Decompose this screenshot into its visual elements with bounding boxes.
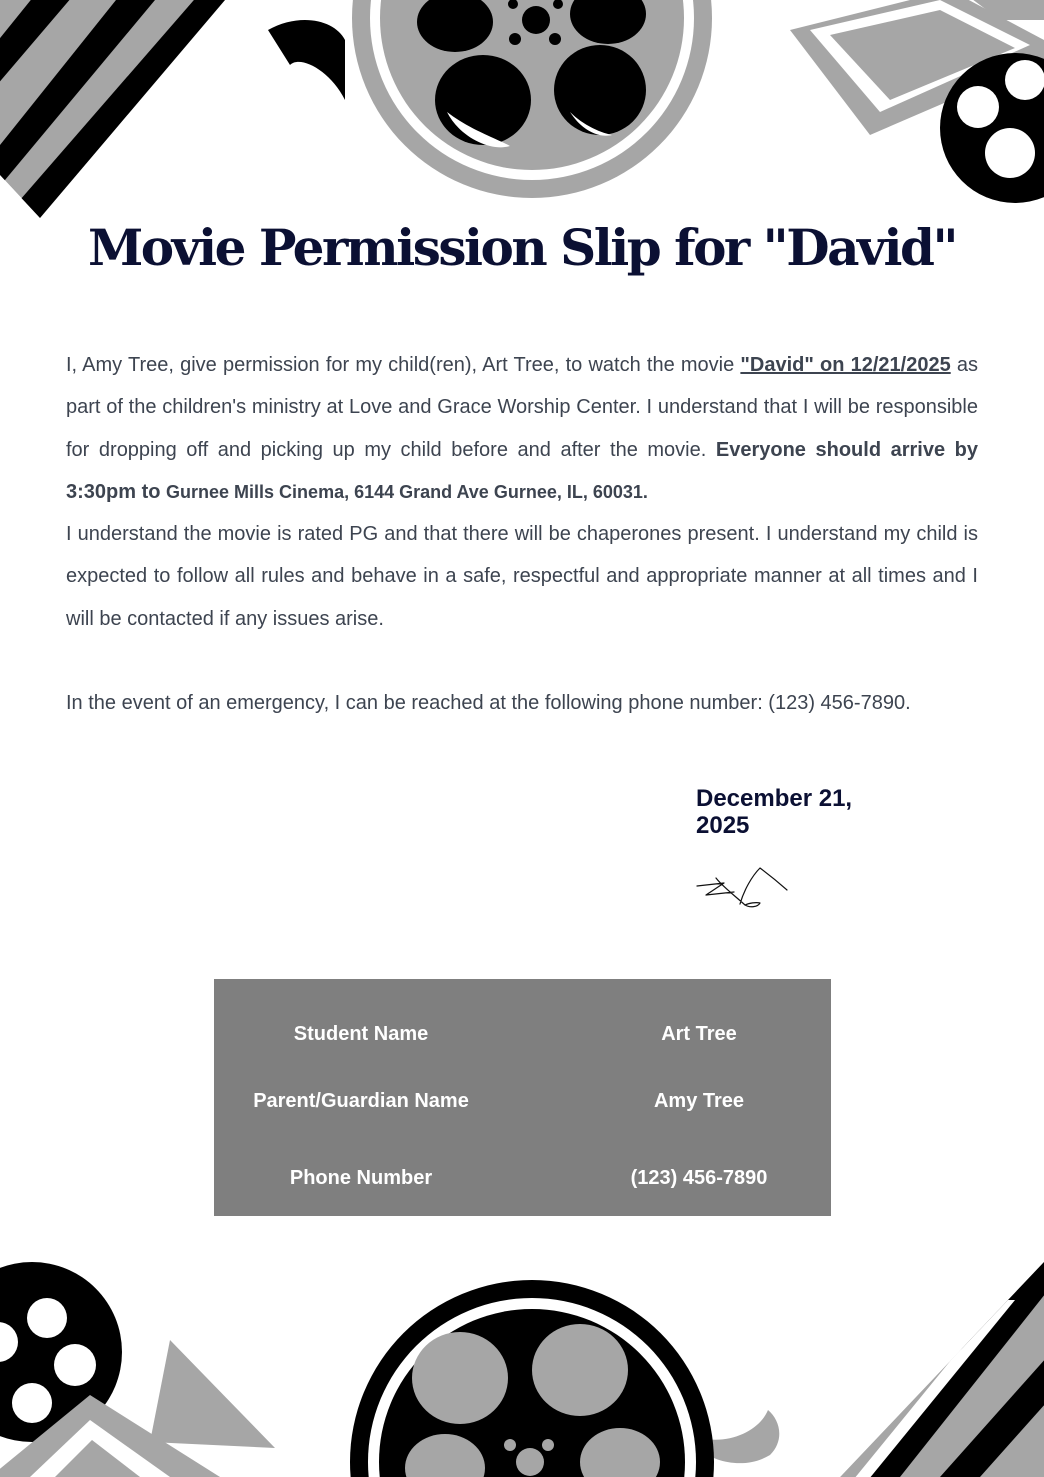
phone-number-label: Phone Number (289, 1167, 433, 1189)
movie-date-link: "David" on 12/21/2025 (740, 354, 951, 376)
rating-paragraph: I understand the movie is rated PG and that there will be chaperones present. I understand my child is expected to follow all rules and behave in a safe, respectful and appropriate manner at all times and I will be contacted if any issues arise. (66, 523, 978, 630)
guardian-name-label: Parent/Guardian Name (253, 1090, 469, 1112)
guardian-name-value: Amy Tree (653, 1090, 745, 1112)
clapperboard-stripes-icon (840, 1250, 1044, 1477)
phone-number-value: (123) 456-7890 (630, 1167, 768, 1189)
clapperboard-stripes-icon (0, 0, 260, 230)
permission-paragraph: I, Amy Tree, give permission for my child(ren), Art Tree, to watch the movie "David" on 12/21/2025 as part of the children's ministry at Love and Grace Worship Center. I understand that I will be responsible for dropping off and picking up my child before and after the movie. Everyone should arrive by 3:30pm to Gurnee Mills Cinema, 6144 Grand Ave Gurnee, IL, 60031. (66, 354, 978, 503)
arrival-instruction: Everyone should arrive by 3:30pm to (66, 438, 978, 503)
film-reel-bottom-left-icon (0, 1262, 275, 1477)
letter-body (66, 344, 978, 724)
student-name-label: Student Name (293, 1023, 429, 1045)
student-name-value: Art Tree (661, 1023, 737, 1045)
emergency-paragraph: In the event of an emergency, I can be reached at the following phone number: (123) 456-7890. (66, 692, 911, 715)
film-reel-corner-icon (790, 0, 1044, 203)
page-title: Movie Permission Slip for "David" (87, 218, 957, 277)
signature-date: December 21, 2025 (696, 785, 853, 839)
signature-image (694, 862, 794, 914)
film-reel-top-icon (268, 0, 712, 198)
info-table (214, 979, 831, 1216)
cinema-address: Gurnee Mills Cinema, 6144 Grand Ave Gurnee, IL, 60031. (166, 481, 648, 502)
film-reel-bottom-icon (350, 1280, 779, 1477)
